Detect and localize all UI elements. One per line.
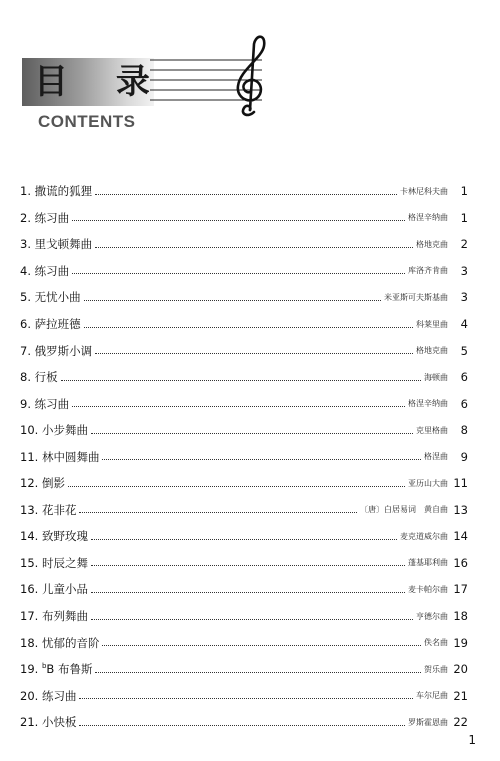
toc-entry (20, 390, 468, 417)
toc-entry (20, 231, 468, 258)
header (0, 0, 500, 150)
entry-composer: 格涅曲 (424, 452, 448, 462)
entry-title: 林中圆舞曲 (41, 449, 100, 464)
toc-entry (20, 656, 468, 683)
entry-title: 无忧小曲 (34, 290, 81, 305)
entry-page: 18 (453, 609, 468, 624)
entry-title: 练习曲 (34, 396, 70, 411)
entry-number: 10. (20, 423, 42, 438)
entry-composer: 格地克曲 (416, 346, 448, 356)
toc-entry (20, 470, 468, 497)
entry-number: 17. (20, 609, 42, 624)
entry-composer: 佚名曲 (424, 638, 448, 648)
entry-composer: 库洛齐肯曲 (408, 266, 448, 276)
entry-page: 2 (460, 237, 468, 252)
toc-entry (20, 178, 468, 205)
entry-title: 小步舞曲 (41, 423, 88, 438)
entry-title-text: B 布鲁斯 (46, 662, 93, 677)
entry-page: 9 (460, 449, 468, 464)
page-title: 目 录 (34, 62, 168, 102)
dot-leader (95, 672, 421, 673)
entry-composer: 车尔尼曲 (416, 691, 448, 701)
toc-entry (20, 709, 468, 736)
entry-title: 行板 (34, 370, 58, 385)
entry-title: 里戈顿舞曲 (34, 237, 93, 252)
entry-composer: 格地克曲 (416, 239, 448, 249)
entry-number: 21. (20, 715, 42, 730)
dot-leader (84, 327, 413, 328)
toc-entry (20, 205, 468, 232)
entry-number: 2. (20, 210, 35, 225)
entry-composer: 蓬基耶利曲 (408, 558, 448, 568)
entry-composer: 卡林尼科夫曲 (400, 186, 448, 196)
entry-number: 6. (20, 317, 35, 331)
entry-page: 16 (453, 555, 468, 570)
toc-entry (20, 682, 468, 709)
entry-composer: 米亚斯可夫斯基曲 (384, 292, 448, 302)
toc-entry (20, 443, 468, 470)
entry-number: 1. (20, 184, 35, 199)
dot-leader (79, 725, 405, 726)
entry-page: 6 (460, 370, 468, 385)
entry-title: 倒影 (41, 476, 65, 491)
dot-leader (102, 459, 421, 460)
entry-number: 11. (20, 449, 42, 464)
entry-page: 21 (453, 688, 468, 703)
entry-title: 布列舞曲 (41, 609, 88, 624)
entry-title: 练习曲 (34, 263, 70, 278)
toc-entry (20, 576, 468, 603)
entry-number: 7. (20, 343, 35, 358)
entry-page: 22 (453, 715, 468, 730)
dot-leader (72, 220, 405, 221)
entry-composer: 海顿曲 (424, 372, 448, 382)
contents-label: CONTENTS (38, 112, 136, 131)
entry-number: 4. (20, 263, 35, 278)
dot-leader (102, 645, 421, 646)
entry-number: 8. (20, 370, 35, 385)
dot-leader (91, 539, 397, 540)
entry-title: 练习曲 (34, 210, 70, 225)
entry-number: 15. (20, 555, 42, 570)
entry-page: 11 (453, 476, 468, 491)
toc-entry (20, 284, 468, 311)
toc-entry (20, 523, 468, 550)
entry-title (42, 661, 93, 677)
toc-entry (20, 258, 468, 285)
toc-entry (20, 311, 468, 338)
entry-composer: 麦克道威尔曲 (400, 531, 448, 541)
entry-title: 致野玫瑰 (41, 529, 88, 544)
dot-leader (91, 619, 413, 620)
dot-leader (91, 565, 405, 566)
entry-composer: 格涅辛纳曲 (408, 213, 448, 223)
dot-leader (91, 592, 405, 593)
toc-list (20, 178, 468, 735)
entry-page: 3 (460, 290, 468, 305)
entry-composer: 贺乐曲 (424, 664, 448, 674)
entry-page: 1 (460, 210, 468, 225)
entry-page: 3 (460, 263, 468, 278)
dot-leader (68, 486, 405, 487)
dot-leader (72, 273, 405, 274)
entry-title: 花非花 (41, 502, 77, 517)
entry-composer: 格涅辛纳曲 (408, 399, 448, 409)
entry-title: 萨拉班德 (34, 317, 81, 331)
entry-number: 16. (20, 582, 42, 597)
dot-leader (95, 353, 413, 354)
entry-title: 小快板 (41, 715, 77, 730)
entry-page: 8 (460, 423, 468, 438)
entry-title: 时辰之舞 (41, 555, 88, 570)
entry-number: 13. (20, 502, 42, 517)
toc-entry (20, 603, 468, 630)
entry-title: 撒谎的狐狸 (34, 184, 93, 199)
dot-leader (84, 300, 381, 301)
flat-prefix: b (41, 662, 47, 671)
dot-leader (79, 512, 357, 513)
entry-page: 4 (460, 317, 468, 331)
entry-number: 9. (20, 396, 35, 411)
entry-title: 练习曲 (41, 688, 77, 703)
entry-title: 儿童小品 (41, 582, 88, 597)
toc-entry (20, 550, 468, 577)
entry-composer: 〔唐〕白居易词 黄自曲 (360, 505, 448, 515)
entry-number: 14. (20, 529, 42, 544)
entry-page: 1 (460, 184, 468, 199)
entry-title: 忧郁的音阶 (41, 635, 100, 650)
dot-leader (79, 698, 413, 699)
page-number: 1 (468, 733, 476, 747)
music-staff (150, 30, 270, 120)
dot-leader (91, 433, 413, 434)
dot-leader (72, 406, 405, 407)
dot-leader (95, 247, 413, 248)
toc-entry (20, 417, 468, 444)
entry-page: 19 (453, 635, 468, 650)
entry-composer: 亚历山大曲 (408, 478, 448, 488)
entry-title: 俄罗斯小调 (34, 343, 93, 358)
entry-composer: 科莱里曲 (416, 319, 448, 329)
entry-page: 20 (453, 662, 468, 677)
entry-number: 5. (20, 290, 35, 305)
entry-page: 5 (460, 343, 468, 358)
entry-composer: 麦卡帕尔曲 (408, 584, 448, 594)
entry-page: 14 (453, 529, 468, 544)
entry-number: 18. (20, 635, 42, 650)
treble-clef-icon (238, 37, 264, 115)
toc-entry (20, 497, 468, 524)
dot-leader (95, 194, 397, 195)
entry-page: 6 (460, 396, 468, 411)
entry-number: 12. (20, 476, 42, 491)
entry-number: 3. (20, 237, 35, 252)
entry-number: 19. (20, 662, 42, 677)
toc-entry (20, 337, 468, 364)
toc-entry (20, 364, 468, 391)
entry-composer: 亨德尔曲 (416, 611, 448, 621)
entry-composer: 克里格曲 (416, 425, 448, 435)
entry-page: 17 (453, 582, 468, 597)
entry-page: 13 (453, 502, 468, 517)
dot-leader (61, 380, 421, 381)
entry-composer: 罗斯霍恩曲 (408, 717, 448, 727)
toc-entry (20, 629, 468, 656)
entry-number: 20. (20, 688, 42, 703)
